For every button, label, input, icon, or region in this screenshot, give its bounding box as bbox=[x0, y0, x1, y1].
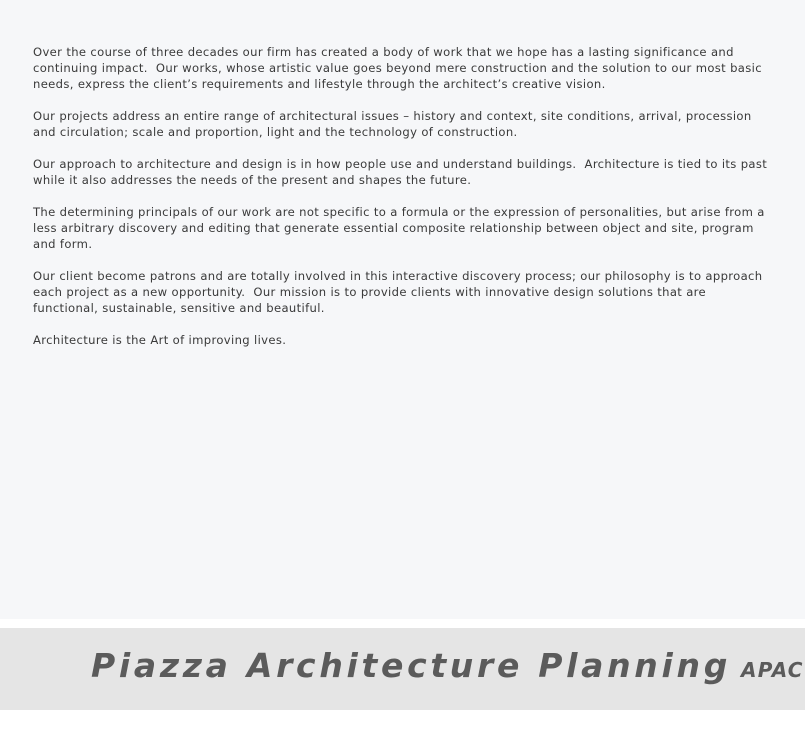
divider-band bbox=[0, 619, 805, 628]
intro-paragraph-1: Over the course of three decades our firm has created a body of work that we hope has a lasting significance and continuing impact. Our works, whose artistic value goes beyond mere construction and the solution to our most basic needs, express the client’s requirements and lifestyle through the architect’s creative vision. bbox=[33, 45, 766, 91]
intro-paragraph-4: The determining principals of our work are not specific to a formula or the expression of personalities, but arise from a less arbitrary discovery and editing that generate essential composite relationship between object and site, program and form. bbox=[33, 205, 769, 251]
brand-name: Piazza Architecture Planning bbox=[91, 646, 732, 685]
intro-paragraph-3: Our approach to architecture and design is in how people use and understand buildings. Architecture is tied to its past while it also addresses the needs of the present and shapes the future. bbox=[33, 157, 772, 187]
intro-paragraph-5: Our client become patrons and are totally involved in this interactive discovery process; our philosophy is to approach each project as a new opportunity. Our mission is to provide clients with innovative design solutions that are functional, sustainable, sensitive and beautiful. bbox=[33, 269, 767, 315]
brand-region: APAC bbox=[741, 658, 804, 682]
intro-paragraph-6: Architecture is the Art of improving lives. bbox=[33, 333, 287, 347]
brand-logo bbox=[91, 646, 804, 685]
intro-paragraph-2: Our projects address an entire range of architectural issues – history and context, site conditions, arrival, procession and circulation; scale and proportion, light and the technology of construction. bbox=[33, 109, 756, 139]
intro-text bbox=[33, 44, 773, 364]
